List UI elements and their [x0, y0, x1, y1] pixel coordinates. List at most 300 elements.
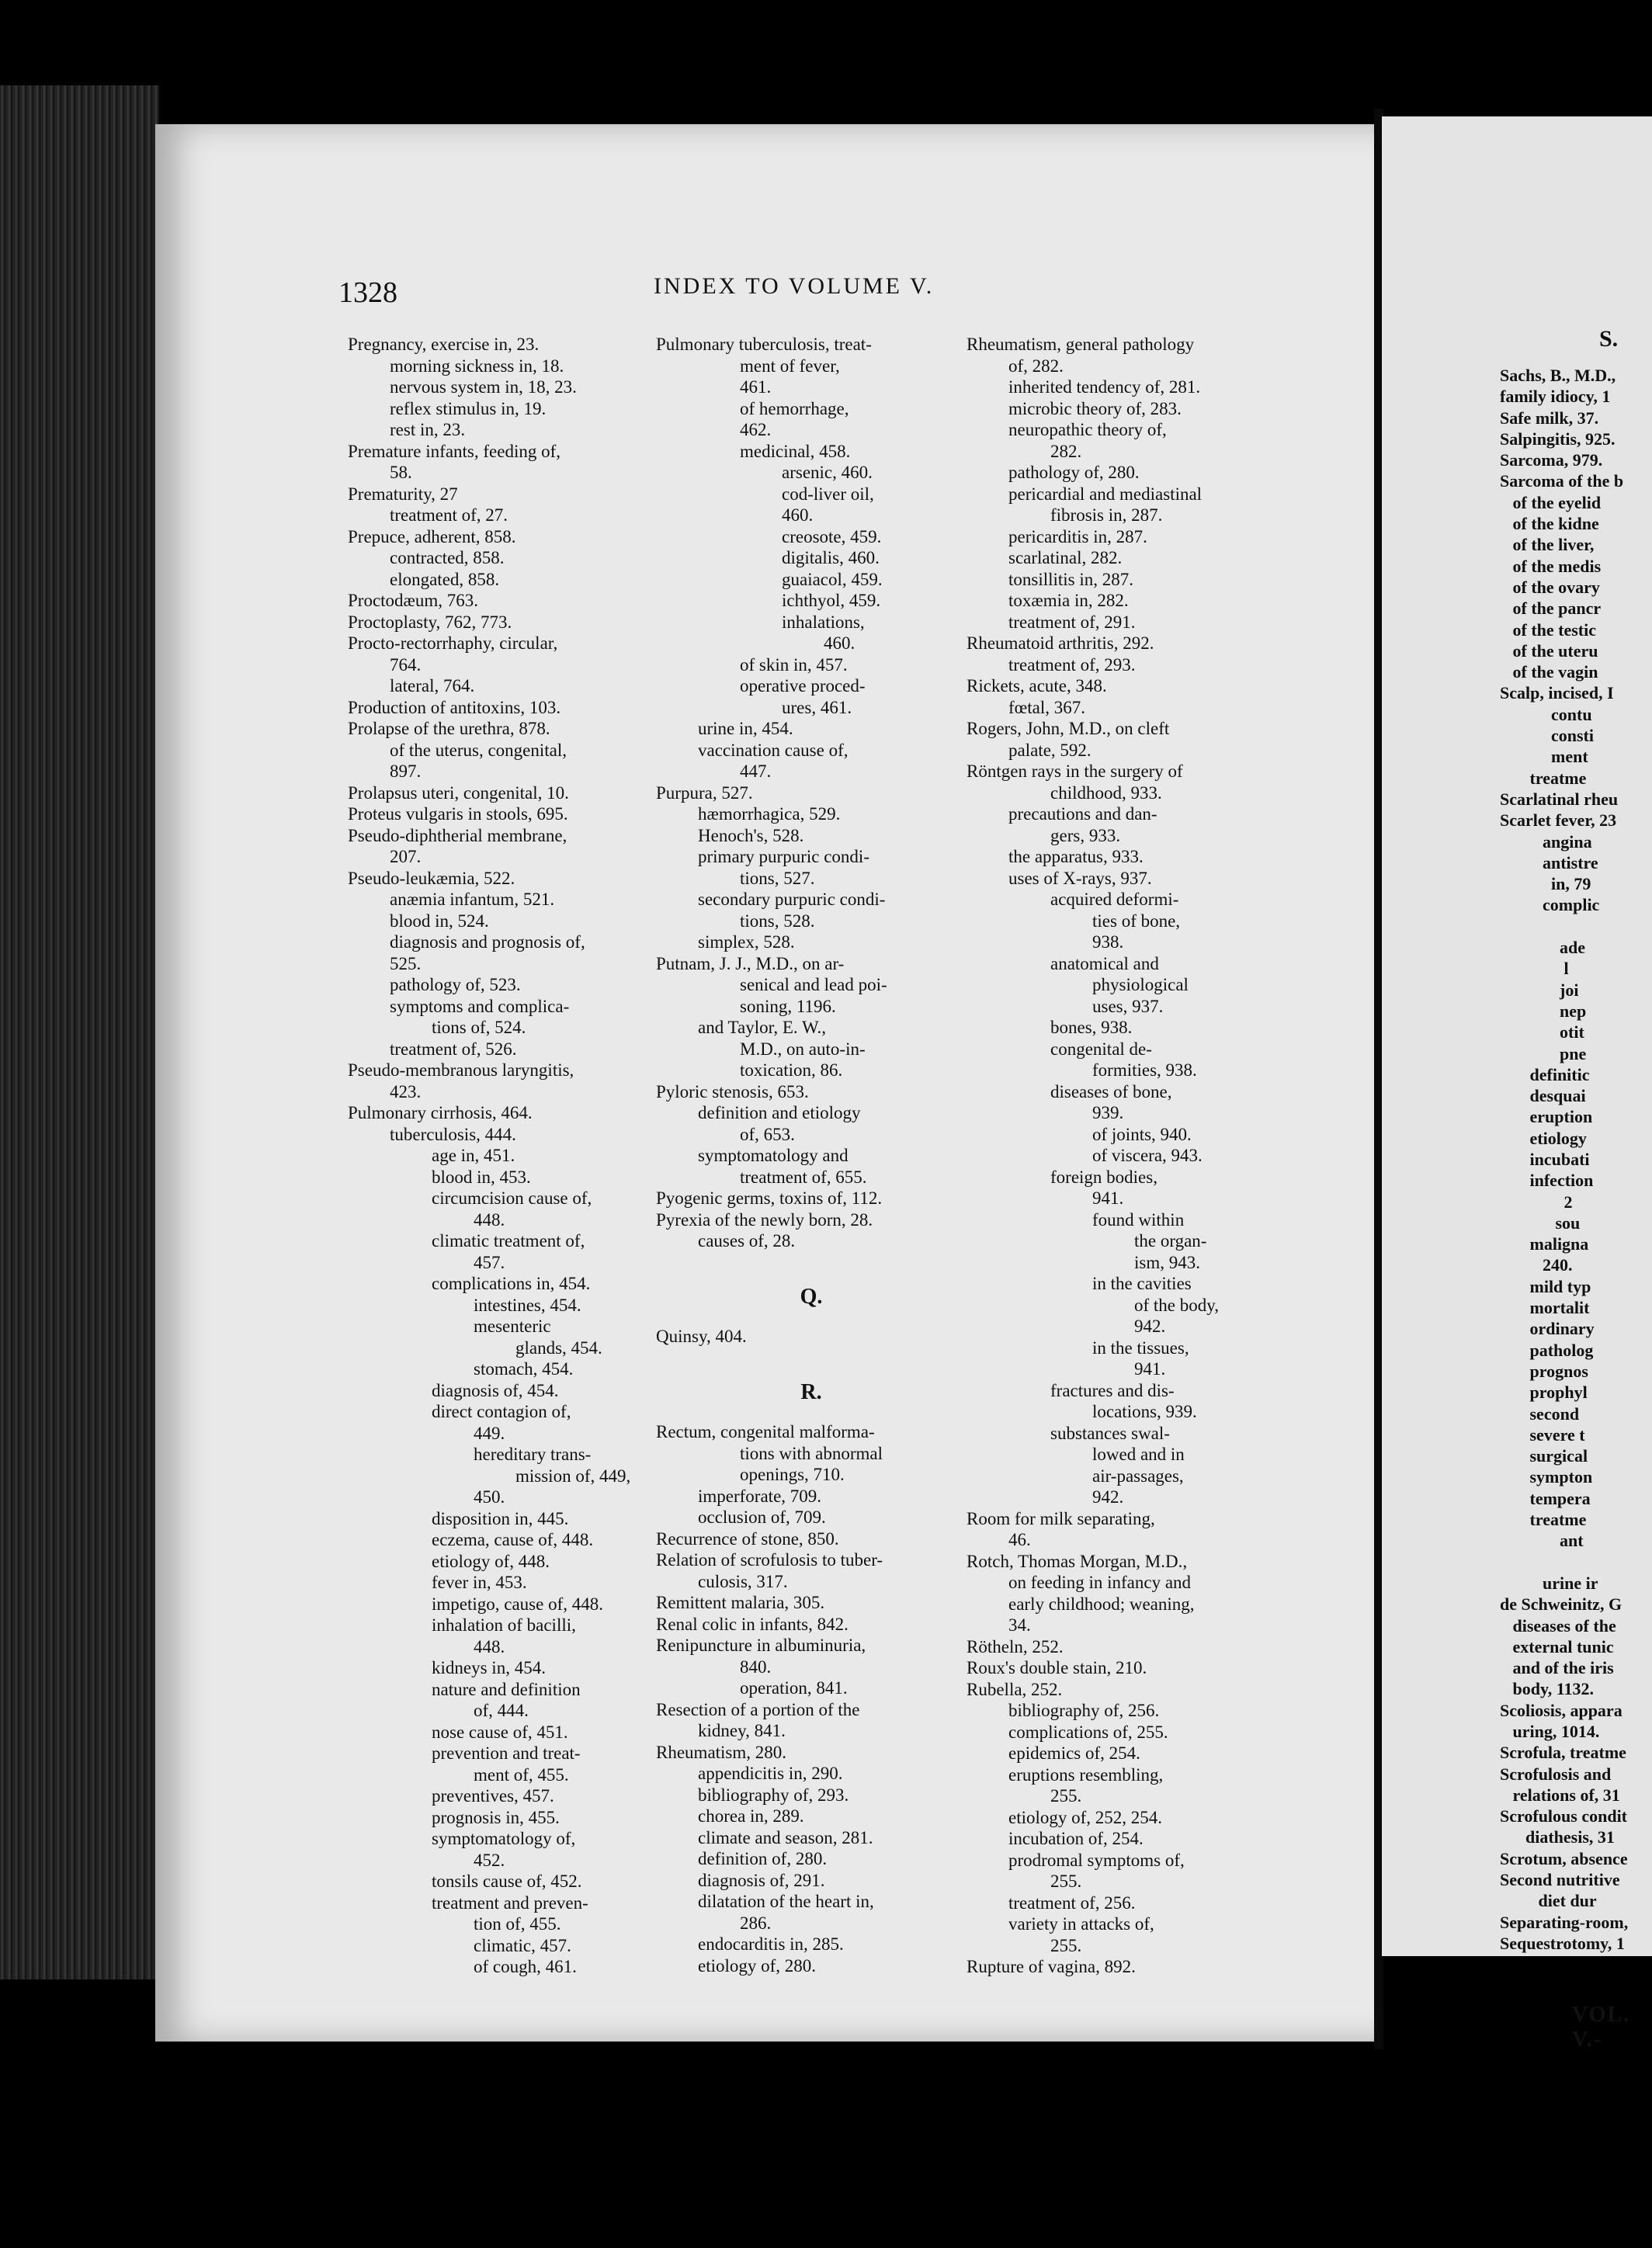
- index-entry: treatme: [1500, 768, 1587, 788]
- index-entry: complic: [1500, 895, 1600, 915]
- index-entry: Remittent malaria, 305.: [656, 1593, 825, 1612]
- index-entry: fibrosis in, 287.: [1050, 505, 1163, 525]
- index-entry: foreign bodies,: [1050, 1167, 1157, 1187]
- index-entry: treatment of, 655.: [740, 1167, 867, 1187]
- index-entry: lowed and in: [1092, 1445, 1185, 1464]
- index-entry: etiology: [1500, 1128, 1587, 1148]
- index-entry: congenital de-: [1050, 1039, 1152, 1059]
- index-entry: hæmorrhagica, 529.: [698, 804, 841, 824]
- index-entry: of the medis: [1500, 556, 1602, 576]
- index-entry: family idiocy, 1: [1500, 387, 1611, 407]
- index-entry: secondary purpuric condi-: [698, 890, 886, 909]
- index-entry: Relation of scrofulosis to tuber-: [656, 1550, 883, 1570]
- index-entry: scarlatinal, 282.: [1008, 548, 1123, 567]
- index-entry: blood in, 453.: [432, 1167, 531, 1187]
- index-entry: 460.: [824, 633, 856, 653]
- index-entry: Roux's double stain, 210.: [967, 1658, 1147, 1677]
- index-entry: chorea in, 289.: [698, 1806, 804, 1826]
- index-entry: urine in, 454.: [698, 719, 793, 738]
- index-entry: tonsils cause of, 452.: [432, 1872, 582, 1891]
- index-entry: ade: [1500, 938, 1585, 958]
- index-entry: 452.: [474, 1850, 505, 1870]
- index-entry: impetigo, cause of, 448.: [432, 1594, 604, 1614]
- index-entry: infection: [1500, 1171, 1594, 1191]
- index-entry: mesenteric: [474, 1317, 551, 1336]
- index-entry: Scrofulous condit: [1500, 1806, 1628, 1826]
- index-entry: ment of fever,: [740, 356, 840, 376]
- index-entry: ures, 461.: [782, 697, 852, 717]
- index-entry: joi: [1500, 980, 1579, 1000]
- index-entry: kidney, 841.: [698, 1721, 786, 1740]
- index-entry: variety in attacks of,: [1008, 1914, 1154, 1934]
- index-entry: otit: [1500, 1022, 1584, 1042]
- index-entry: rest in, 23.: [390, 420, 466, 439]
- index-entry: occlusion of, 709.: [698, 1507, 826, 1527]
- index-entry: Pseudo-membranous laryngitis,: [348, 1060, 574, 1080]
- index-entry: Purpura, 527.: [656, 782, 753, 803]
- index-entry: prognosis in, 455.: [432, 1807, 560, 1827]
- index-entry: morning sickness in, 18.: [390, 356, 564, 376]
- index-entry: severe t: [1500, 1424, 1585, 1445]
- index-entry: Renal colic in infants, 842.: [656, 1614, 849, 1634]
- index-entry: 282.: [1050, 441, 1082, 461]
- index-entry: symptomatology and: [698, 1146, 849, 1165]
- index-entry: nervous system in, 18, 23.: [390, 377, 577, 397]
- index-entry: nature and definition: [432, 1679, 581, 1699]
- index-entry: 897.: [390, 761, 422, 781]
- index-entry: palate, 592.: [1008, 740, 1092, 760]
- index-entry: contu: [1500, 704, 1592, 724]
- index-entry: Sequestrotomy, 1: [1500, 1933, 1625, 1953]
- index-entry: of the pancr: [1500, 598, 1602, 619]
- index-entry: diet dur: [1500, 1891, 1597, 1911]
- index-entry: vaccination cause of,: [698, 740, 849, 760]
- index-entry: gers, 933.: [1050, 825, 1121, 845]
- index-entry: diagnosis of, 291.: [698, 1870, 825, 1890]
- index-entry: Production of antitoxins, 103.: [348, 697, 561, 717]
- index-entry: relations of, 31: [1500, 1785, 1620, 1805]
- index-entry: 938.: [1092, 932, 1124, 952]
- index-entry: of the uteru: [1500, 640, 1598, 661]
- index-entry: simplex, 528.: [698, 932, 795, 952]
- index-entry: medicinal, 458.: [740, 441, 851, 461]
- index-entry: operation, 841.: [740, 1678, 848, 1698]
- index-entry: 423.: [390, 1081, 422, 1101]
- index-entry: Proteus vulgaris in stools, 695.: [348, 804, 568, 824]
- index-entry: formities, 938.: [1092, 1060, 1197, 1080]
- index-entry: antistre: [1500, 852, 1598, 872]
- index-entry: of skin in, 457.: [740, 654, 848, 675]
- index-column-2: [656, 334, 967, 1976]
- index-entry: eruptions resembling,: [1008, 1764, 1164, 1785]
- index-entry: Pregnancy, exercise in, 23.: [348, 335, 540, 354]
- index-entry: of hemorrhage,: [740, 398, 849, 418]
- index-entry: 525.: [390, 953, 422, 973]
- index-entry: tions, 527.: [740, 868, 815, 888]
- index-entry: complications in, 454.: [432, 1274, 591, 1293]
- index-entry: air-passages,: [1092, 1466, 1184, 1486]
- index-entry: 2: [1500, 1192, 1573, 1212]
- index-entry: Röntgen rays in the surgery of: [967, 761, 1183, 781]
- index-entry: toxæmia in, 282.: [1008, 591, 1129, 610]
- index-entry: prophyl: [1500, 1382, 1588, 1403]
- index-entry: of, 282.: [1008, 356, 1064, 376]
- index-entry: culosis, 317.: [698, 1571, 788, 1591]
- index-entry: mortalit: [1500, 1298, 1590, 1318]
- index-entry: found within: [1092, 1209, 1185, 1230]
- index-entry: of the kidne: [1500, 514, 1599, 534]
- index-entry: de Schweinitz, G: [1500, 1594, 1622, 1615]
- index-entry: anatomical and: [1050, 953, 1159, 973]
- index-entry: Rheumatoid arthritis, 292.: [967, 633, 1154, 653]
- index-entry: eruption: [1500, 1107, 1593, 1127]
- index-entry: reflex stimulus in, 19.: [390, 398, 547, 418]
- index-entry: definitic: [1500, 1064, 1590, 1084]
- index-entry: of, 653.: [740, 1124, 795, 1144]
- index-entry: blood in, 524.: [390, 911, 489, 931]
- index-entry: and Taylor, E. W.,: [698, 1018, 827, 1037]
- index-entry: Putnam, J. J., M.D., on ar-: [656, 953, 845, 973]
- index-entry: Pyogenic germs, toxins of, 112.: [656, 1188, 883, 1208]
- index-entry: Prepuce, adherent, 858.: [348, 526, 516, 546]
- index-entry: nep: [1500, 1001, 1587, 1021]
- index-entry: eczema, cause of, 448.: [432, 1530, 594, 1549]
- index-entry: imperforate, 709.: [698, 1486, 822, 1506]
- index-entry: of the liver,: [1500, 535, 1595, 555]
- index-entry: Salpingitis, 925.: [1500, 428, 1616, 449]
- index-entry: Rheumatism, general pathology: [967, 335, 1195, 354]
- index-entry: Scarlet fever, 23: [1500, 810, 1617, 831]
- index-entry: diathesis, 31: [1500, 1827, 1615, 1847]
- index-entry: Rupture of vagina, 892.: [967, 1957, 1136, 1976]
- index-entry: Prolapse of the urethra, 878.: [348, 719, 550, 738]
- index-entry: of the vagin: [1500, 662, 1598, 682]
- index-entry: treatme: [1500, 1510, 1587, 1530]
- index-entry: urine ir: [1500, 1573, 1598, 1593]
- index-entry: Procto-rectorrhaphy, circular,: [348, 633, 558, 653]
- index-entry: ichthyol, 459.: [782, 591, 881, 610]
- index-entry: Pseudo-diphtherial membrane,: [348, 825, 567, 845]
- index-entry: Separating-room,: [1500, 1912, 1629, 1932]
- index-entry: Sarcoma, 979.: [1500, 450, 1603, 470]
- index-entry: diseases of the: [1500, 1615, 1616, 1636]
- index-column-1: [348, 334, 651, 1978]
- index-entry: Pyloric stenosis, 653.: [656, 1081, 809, 1101]
- index-entry: digitalis, 460.: [782, 548, 880, 567]
- index-entry: mission of, 449,: [515, 1466, 631, 1486]
- index-entry: acquired deformi-: [1050, 890, 1179, 909]
- index-entry: treatment of, 256.: [1008, 1892, 1136, 1913]
- index-entry: lateral, 764.: [390, 676, 475, 696]
- index-entry: inherited tendency of, 281.: [1008, 377, 1201, 397]
- index-entry: climate and season, 281.: [698, 1827, 873, 1847]
- index-entry: the organ-: [1134, 1231, 1207, 1251]
- index-entry: circumcision cause of,: [432, 1188, 592, 1208]
- right-page-index-column: [1500, 365, 1628, 1954]
- index-entry: etiology of, 252, 254.: [1008, 1807, 1163, 1827]
- index-entry: neuropathic theory of,: [1008, 420, 1167, 439]
- index-entry: symptomatology of,: [432, 1829, 576, 1848]
- index-entry: incubation of, 254.: [1008, 1829, 1144, 1848]
- index-entry: elongated, 858.: [390, 569, 500, 589]
- index-entry: inhalation of bacilli,: [432, 1615, 576, 1635]
- index-entry: of joints, 940.: [1092, 1124, 1192, 1144]
- index-entry: substances swal-: [1050, 1423, 1170, 1443]
- index-entry: 462.: [740, 420, 772, 439]
- index-entry: bibliography of, 256.: [1008, 1701, 1160, 1720]
- index-entry: ism, 943.: [1134, 1252, 1200, 1272]
- index-entry: 255.: [1050, 1786, 1082, 1806]
- index-entry: tempera: [1500, 1488, 1591, 1508]
- index-entry: ant: [1500, 1531, 1584, 1551]
- index-entry: treatment of, 27.: [390, 505, 508, 525]
- index-entry: hereditary trans-: [474, 1445, 592, 1464]
- index-entry: Quinsy, 404.: [656, 1327, 747, 1346]
- index-entry: consti: [1500, 726, 1594, 746]
- index-entry: 286.: [740, 1913, 772, 1933]
- index-entry: of, 444.: [474, 1701, 529, 1720]
- index-entry: Rogers, John, M.D., on cleft: [967, 719, 1170, 738]
- index-entry: Rotch, Thomas Morgan, M.D.,: [967, 1551, 1188, 1571]
- index-entry: 46.: [1008, 1530, 1031, 1549]
- index-entry: locations, 939.: [1092, 1402, 1197, 1421]
- index-entry: [1500, 916, 1628, 937]
- index-entry: Second nutritive: [1500, 1870, 1620, 1890]
- index-entry: 448.: [474, 1636, 505, 1657]
- index-entry: second: [1500, 1403, 1580, 1424]
- index-entry: 448.: [474, 1209, 505, 1230]
- index-entry: tion of, 455.: [474, 1914, 561, 1934]
- index-column-3: [967, 334, 1293, 1978]
- index-entry: intestines, 454.: [474, 1295, 581, 1315]
- index-entry: of cough, 461.: [474, 1957, 577, 1976]
- index-entry: dilatation of the heart in,: [698, 1892, 874, 1911]
- index-entry: pericardial and mediastinal: [1008, 484, 1203, 504]
- index-entry: early childhood; weaning,: [1008, 1594, 1195, 1614]
- index-entry: guaiacol, 459.: [782, 569, 883, 589]
- index-entry: tonsillitis in, 287.: [1008, 569, 1134, 589]
- index-entry: in the tissues,: [1092, 1337, 1189, 1358]
- index-entry: patholog: [1500, 1340, 1594, 1360]
- index-entry: 449.: [474, 1423, 505, 1443]
- index-entry: ment: [1500, 747, 1588, 767]
- index-entry: treatment of, 291.: [1008, 612, 1136, 632]
- running-head: INDEX TO VOLUME V.: [654, 273, 935, 299]
- index-entry: 255.: [1050, 1935, 1082, 1955]
- index-entry: ties of bone,: [1092, 911, 1181, 931]
- index-entry: Room for milk separating,: [967, 1508, 1155, 1528]
- index-entry: childhood, 933.: [1050, 782, 1162, 803]
- index-entry: treatment of, 293.: [1008, 654, 1136, 675]
- index-entry: fractures and dis-: [1050, 1380, 1175, 1400]
- index-entry: on feeding in infancy and: [1008, 1573, 1192, 1592]
- index-entry: Scarlatinal rheu: [1500, 789, 1619, 809]
- index-entry: Pyrexia of the newly born, 28.: [656, 1209, 873, 1230]
- index-entry: symptoms and complica-: [390, 996, 570, 1016]
- index-entry: cod-liver oil,: [782, 484, 874, 504]
- index-entry: age in, 451.: [432, 1146, 515, 1165]
- index-entry: definition and etiology: [698, 1103, 861, 1122]
- index-entry: uses, 937.: [1092, 996, 1164, 1016]
- index-entry: causes of, 28.: [698, 1231, 796, 1251]
- index-entry: 58.: [390, 463, 412, 482]
- index-entry: Rheumatism, 280.: [656, 1742, 787, 1762]
- index-entry: contracted, 858.: [390, 548, 505, 567]
- index-entry: fœtal, 367.: [1008, 697, 1086, 717]
- index-entry: tions, 528.: [740, 911, 815, 931]
- index-entry: kidneys in, 454.: [432, 1658, 546, 1677]
- index-entry: Sachs, B., M.D.,: [1500, 366, 1616, 385]
- index-entry: bibliography of, 293.: [698, 1785, 849, 1805]
- index-entry: ordinary: [1500, 1319, 1595, 1339]
- index-entry: nose cause of, 451.: [432, 1722, 568, 1742]
- index-entry: surgical: [1500, 1446, 1588, 1466]
- index-entry: prodromal symptoms of,: [1008, 1850, 1185, 1870]
- index-entry: climatic treatment of,: [432, 1231, 585, 1251]
- index-entry: 939.: [1092, 1103, 1124, 1122]
- index-entry: Rickets, acute, 348.: [967, 676, 1107, 696]
- right-page-section-letter: S.: [1599, 326, 1619, 352]
- index-entry: M.D., on auto-in-: [740, 1039, 866, 1059]
- index-entry: microbic theory of, 283.: [1008, 398, 1182, 418]
- index-entry: inhalations,: [782, 612, 865, 632]
- index-entry: sympton: [1500, 1467, 1593, 1487]
- index-entry: 450.: [474, 1487, 505, 1507]
- index-entry: treatment and preven-: [432, 1892, 588, 1913]
- index-entry: pericarditis in, 287.: [1008, 526, 1147, 546]
- index-entry: sou: [1500, 1212, 1581, 1233]
- index-entry: Scoliosis, appara: [1500, 1700, 1622, 1720]
- index-entry: tuberculosis, 444.: [390, 1124, 516, 1144]
- index-entry: pne: [1500, 1043, 1587, 1063]
- index-entry: diagnosis and prognosis of,: [390, 932, 585, 952]
- index-entry: Scrotum, absence: [1500, 1848, 1628, 1868]
- index-entry: Scalp, incised, I: [1500, 683, 1614, 703]
- index-entry: and of the iris: [1500, 1658, 1614, 1678]
- index-entry: maligna: [1500, 1234, 1589, 1254]
- index-entry: Henoch's, 528.: [698, 825, 804, 845]
- index-entry: pathology of, 280.: [1008, 463, 1140, 482]
- index-entry: 447.: [740, 761, 772, 781]
- index-entry: Pseudo-leukæmia, 522.: [348, 868, 515, 888]
- index-entry: Recurrence of stone, 850.: [656, 1528, 839, 1549]
- index-entry: Rectum, congenital malforma-: [656, 1422, 875, 1441]
- index-entry: of viscera, 943.: [1092, 1146, 1203, 1165]
- index-entry: 942.: [1134, 1317, 1166, 1336]
- index-entry: creosote, 459.: [782, 526, 882, 546]
- index-entry: 941.: [1092, 1188, 1124, 1208]
- index-entry: external tunic: [1500, 1636, 1614, 1657]
- index-entry: 461.: [740, 377, 772, 397]
- index-entry: operative proced-: [740, 676, 866, 696]
- index-entry: glands, 454.: [515, 1337, 602, 1358]
- index-entry: Renipuncture in albuminuria,: [656, 1636, 866, 1655]
- index-entry: mild typ: [1500, 1276, 1591, 1296]
- index-entry: the apparatus, 933.: [1008, 847, 1144, 866]
- index-entry: 34.: [1008, 1615, 1031, 1635]
- index-entry: definition of, 280.: [698, 1849, 828, 1868]
- volume-signature: VOL. V.-: [1572, 2003, 1631, 2052]
- index-entry: physiological: [1092, 975, 1189, 994]
- index-entry: Scrofulosis and: [1500, 1764, 1612, 1784]
- index-entry: l: [1500, 959, 1569, 979]
- index-entry: tions of, 524.: [432, 1018, 526, 1037]
- index-entry: Safe milk, 37.: [1500, 408, 1599, 428]
- index-entry: Rubella, 252.: [967, 1679, 1063, 1699]
- index-entry: etiology of, 280.: [698, 1955, 817, 1976]
- index-entry: of the eyelid: [1500, 492, 1602, 512]
- index-entry: soning, 1196.: [740, 996, 836, 1016]
- index-entry: Proctoplasty, 762, 773.: [348, 612, 512, 632]
- index-entry: 240.: [1500, 1255, 1573, 1275]
- index-entry: incubati: [1500, 1149, 1590, 1169]
- book-page-edges: [0, 85, 159, 1979]
- index-entry: Prematurity, 27: [348, 484, 458, 504]
- index-entry: Premature infants, feeding of,: [348, 441, 560, 461]
- index-entry: Resection of a portion of the: [656, 1699, 860, 1719]
- index-entry: 207.: [390, 847, 422, 866]
- index-entry: bones, 938.: [1050, 1018, 1133, 1037]
- index-entry: of the testic: [1500, 619, 1597, 640]
- index-entry: 460.: [782, 505, 814, 525]
- index-entry: [1500, 1552, 1628, 1573]
- index-entry: complications of, 255.: [1008, 1722, 1168, 1742]
- index-entry: Sarcoma of the b: [1500, 471, 1624, 491]
- index-entry: uring, 1014.: [1500, 1722, 1600, 1741]
- index-entry: stomach, 454.: [474, 1359, 574, 1379]
- index-entry: toxication, 86.: [740, 1060, 843, 1080]
- section-letter: R.: [800, 1379, 822, 1404]
- index-entry: 255.: [1050, 1872, 1082, 1891]
- index-entry: disposition in, 445.: [432, 1508, 569, 1528]
- index-entry: endocarditis in, 285.: [698, 1934, 844, 1954]
- index-entry: tions with abnormal: [740, 1443, 883, 1463]
- index-entry: diseases of bone,: [1050, 1081, 1172, 1101]
- index-entry: primary purpuric condi-: [698, 847, 869, 866]
- index-entry: in, 79: [1500, 874, 1591, 894]
- index-entry: fever in, 453.: [432, 1573, 527, 1592]
- index-entry: in the cavities: [1092, 1274, 1192, 1293]
- index-entry: diagnosis of, 454.: [432, 1380, 559, 1400]
- index-entry: etiology of, 448.: [432, 1551, 550, 1571]
- index-entry: anæmia infantum, 521.: [390, 890, 555, 909]
- index-entry: of the uterus, congenital,: [390, 740, 567, 760]
- index-entry: senical and lead poi-: [740, 975, 887, 994]
- index-entry: uses of X-rays, 937.: [1008, 868, 1152, 888]
- index-entry: of the body,: [1134, 1295, 1220, 1315]
- index-entry: prevention and treat-: [432, 1743, 581, 1763]
- index-entry: Rötheln, 252.: [967, 1636, 1064, 1657]
- index-entry: openings, 710.: [740, 1465, 845, 1484]
- index-entry: arsenic, 460.: [782, 463, 873, 482]
- index-entry: 942.: [1092, 1487, 1124, 1507]
- index-entry: treatment of, 526.: [390, 1039, 517, 1059]
- index-entry: 764.: [390, 654, 422, 675]
- index-entry: Scrofula, treatme: [1500, 1743, 1626, 1763]
- index-entry: Prolapsus uteri, congenital, 10.: [348, 782, 569, 803]
- index-entry: prognos: [1500, 1361, 1588, 1381]
- index-entry: pathology of, 523.: [390, 975, 521, 994]
- index-entry: 941.: [1134, 1359, 1166, 1379]
- index-entry: of the ovary: [1500, 577, 1600, 597]
- index-entry: Pulmonary cirrhosis, 464.: [348, 1103, 533, 1122]
- index-entry: 840.: [740, 1657, 772, 1677]
- index-entry: 457.: [474, 1252, 505, 1272]
- index-entry: body, 1132.: [1500, 1679, 1595, 1699]
- page-number: 1328: [338, 276, 397, 309]
- index-entry: angina: [1500, 831, 1592, 852]
- index-entry: direct contagion of,: [432, 1402, 571, 1421]
